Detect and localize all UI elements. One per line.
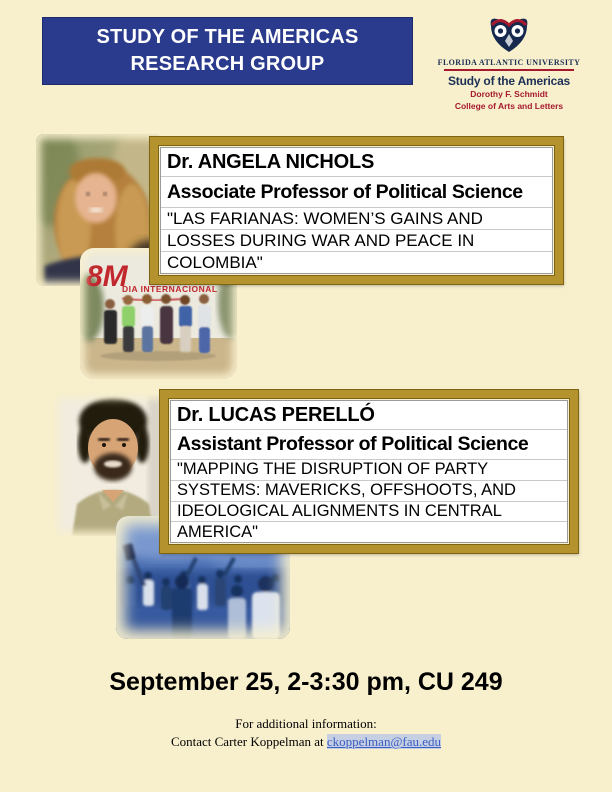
logo-divider: [444, 69, 574, 71]
speaker-title: Assistant Professor of Political Science: [171, 430, 567, 460]
talk-title-line: SYSTEMS: MAVERICKS, OFFSHOOTS, AND: [171, 481, 567, 502]
speaker-card-angela-nichols: [150, 137, 563, 284]
header-banner: [42, 17, 413, 85]
speaker-title: Associate Professor of Political Science: [161, 177, 552, 208]
logo-program-name: Study of the Americas: [447, 74, 571, 88]
talk-title-line: COLOMBIA": [167, 252, 263, 272]
contact-text: Contact Carter Koppelman at: [170, 734, 327, 749]
owl-icon: [487, 14, 531, 54]
logo-college-line1: Dorothy F. Schmidt: [470, 89, 548, 99]
logo-university-name: FLORIDA ATLANTIC UNIVERSITY: [437, 58, 581, 67]
lucas-perello-photo: [54, 394, 170, 536]
portrait-man-illustration: [54, 394, 170, 536]
footer-contact-line: [0, 734, 612, 750]
speaker-card-content: [160, 147, 553, 274]
fau-logo: [434, 14, 584, 112]
speaker-name: Dr. LUCAS PERELLÓ: [171, 401, 567, 430]
banner-title-line1: STUDY OF THE AMERICAS: [96, 26, 359, 48]
talk-title-line: IDEOLOGICAL ALIGNMENTS IN CENTRAL: [171, 502, 567, 523]
speaker-card-content: [170, 400, 568, 543]
banner-title-line2: RESEARCH GROUP: [130, 53, 325, 75]
speaker-name: Dr. ANGELA NICHOLS: [161, 148, 552, 177]
contact-email-link[interactable]: ckoppelman@fau.edu: [326, 734, 442, 749]
talk-title-line: "MAPPING THE DISRUPTION OF PARTY: [171, 460, 567, 481]
talk-title-line: AMERICA": [177, 522, 259, 541]
talk-title-line: "LAS FARIANAS: WOMEN’S GAINS AND: [161, 208, 552, 230]
banner-dia-internacional-text: DIA INTERNACIONAL: [122, 284, 218, 294]
event-datetime-location: September 25, 2-3:30 pm, CU 249: [109, 668, 503, 696]
speaker-card-lucas-perello: [160, 390, 578, 553]
banner-8m-text: 8M: [86, 260, 128, 293]
logo-college-line2: College of Arts and Letters: [454, 101, 564, 112]
footer-info-line: For additional information:: [235, 716, 377, 731]
talk-title-line: LOSSES DURING WAR AND PEACE IN: [161, 230, 552, 252]
